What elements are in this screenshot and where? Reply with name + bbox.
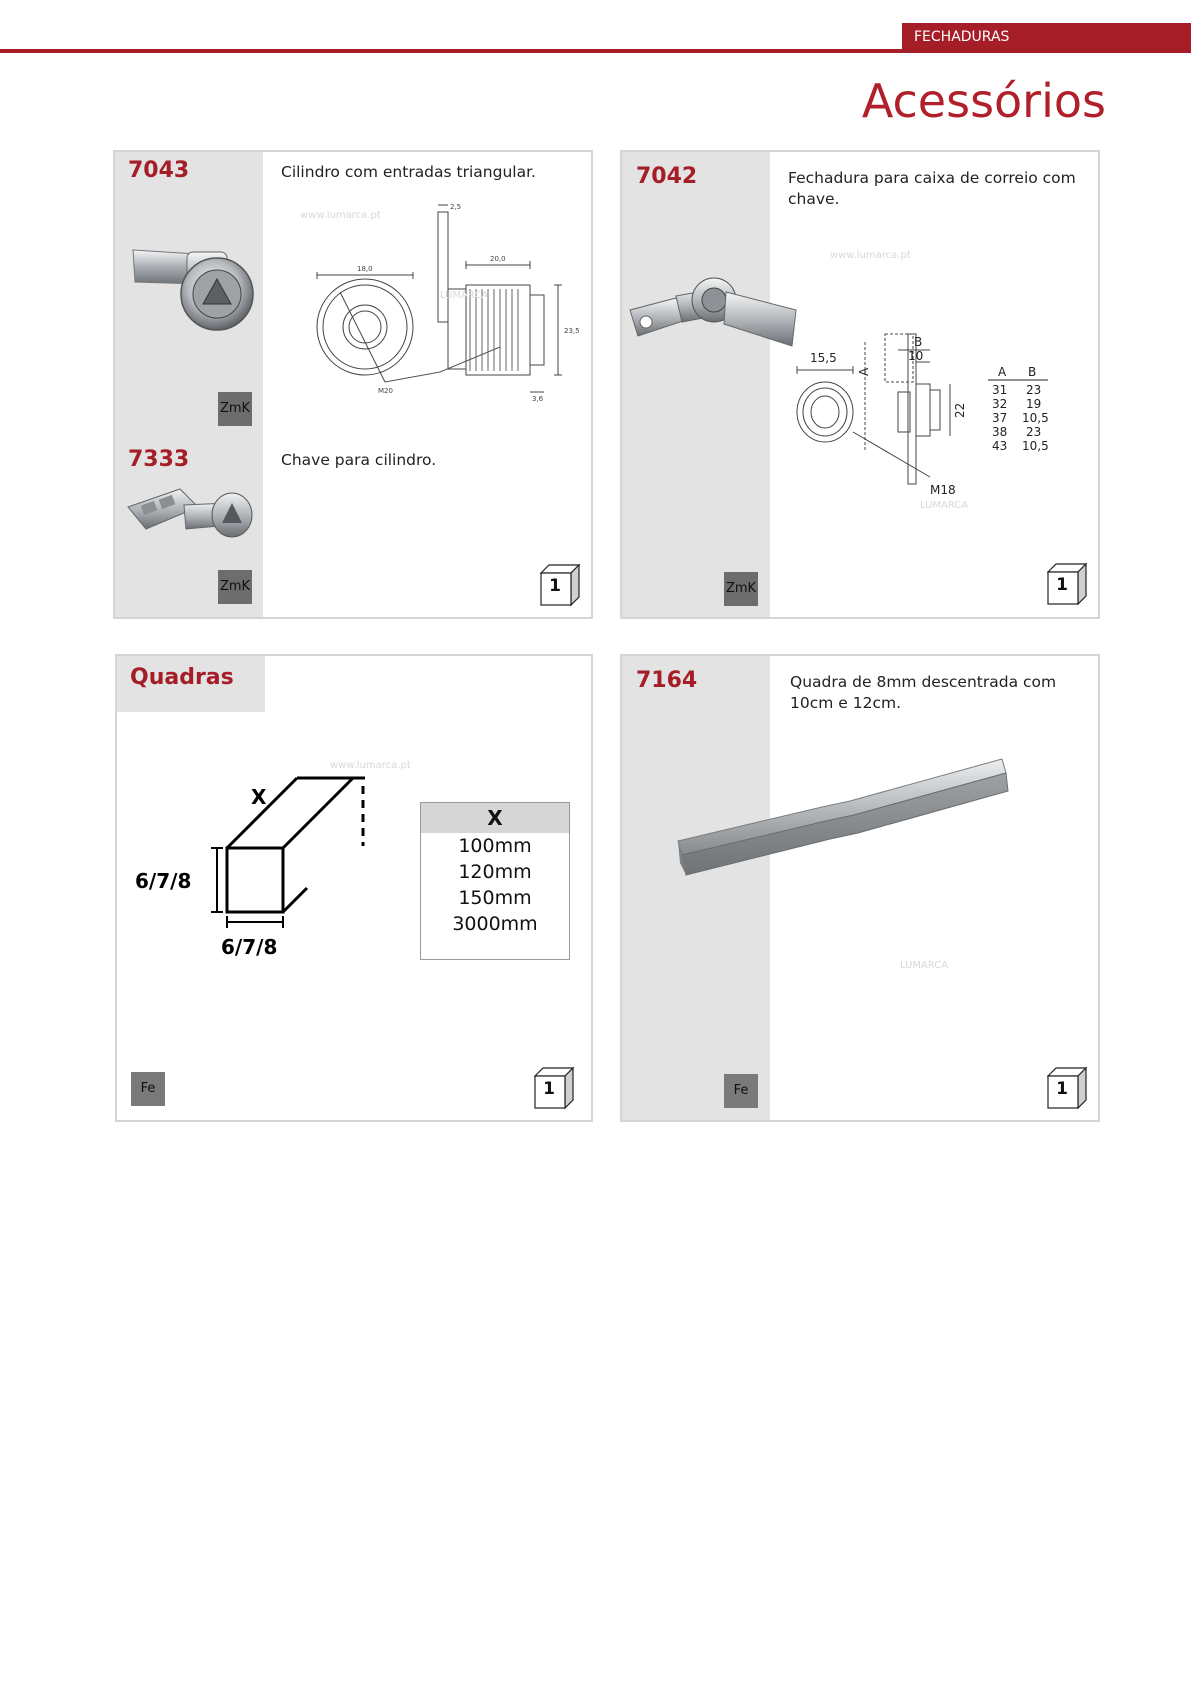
quadras-title: Quadras (130, 665, 234, 690)
watermark: www.lumarca.pt (330, 760, 411, 771)
section-label-left: 6/7/8 (135, 869, 192, 893)
watermark: www.lumarca.pt (300, 210, 381, 221)
dimension-x-label: X (251, 785, 267, 809)
dim-table-cell: 23 (1026, 425, 1042, 439)
quantity-box (1044, 1066, 1088, 1110)
length-row: 3000mm (452, 913, 538, 935)
quantity-box (537, 563, 581, 607)
dim-table-header: A (998, 365, 1007, 379)
dim-table-cell: 37 (992, 411, 1008, 425)
panel-7042 (620, 150, 1100, 619)
watermark: LUMARCA (920, 500, 969, 511)
dim-label: 18,0 (357, 265, 373, 273)
section-tab[interactable]: FECHADURAS (902, 23, 1191, 51)
dim-table-cell: 38 (992, 425, 1008, 439)
mailbox-lock-image (626, 270, 806, 380)
panel-7164 (620, 654, 1100, 1122)
offset-square-bar-image (672, 751, 1012, 891)
dim-label: 15,5 (810, 351, 837, 365)
watermark: LUMARCA (440, 290, 489, 301)
dim-label: 10 (908, 349, 924, 363)
quantity-value: 1 (543, 1079, 555, 1099)
dim-label: 3,6 (532, 395, 544, 403)
product-description-7042: Fechadura para caixa de correio com chave. (788, 169, 1076, 208)
product-description-7333: Chave para cilindro. (281, 451, 437, 469)
quantity-value: 1 (1056, 575, 1068, 595)
dim-label: M20 (378, 387, 393, 395)
product-description-7043: Cilindro com entradas triangular. (281, 163, 536, 181)
dim-table-cell: 19 (1026, 397, 1042, 411)
length-row: 100mm (458, 835, 532, 857)
dim-label: 20,0 (490, 255, 506, 263)
technical-drawing-7043 (290, 197, 590, 407)
material-badge-quadras: Fe (131, 1072, 165, 1106)
product-description-7164: Quadra de 8mm descentrada com 10cm e 12cm. (790, 673, 1057, 712)
dim-table-cell: 10,5 (1022, 411, 1049, 425)
length-table (420, 802, 570, 960)
quantity-value: 1 (1056, 1079, 1068, 1099)
dim-label: A (857, 367, 871, 376)
dim-table-cell: 10,5 (1022, 439, 1049, 453)
material-badge-7333: ZmK (218, 570, 252, 604)
dim-label: 2,5 (450, 203, 462, 211)
quantity-value: 1 (549, 576, 561, 596)
material-badge-7164: Fe (724, 1074, 758, 1108)
length-row: 150mm (458, 887, 532, 909)
section-label-bottom: 6/7/8 (221, 935, 278, 959)
panel-quadras (115, 654, 593, 1122)
length-row: 120mm (458, 861, 532, 883)
dim-label: M18 (930, 483, 956, 497)
length-table-header: X (421, 803, 569, 833)
dim-label: 23,5 (564, 327, 580, 335)
product-code-7043: 7043 (128, 158, 190, 183)
dim-table-cell: 23 (1026, 383, 1042, 397)
technical-drawing-7042 (790, 322, 1090, 502)
product-code-7042: 7042 (636, 164, 698, 189)
product-code-7164: 7164 (636, 668, 698, 693)
dim-table-cell: 43 (992, 439, 1008, 453)
panel-sidebar (622, 152, 770, 619)
page-title: Acessórios (861, 74, 1106, 128)
key-image (120, 477, 260, 557)
material-badge-7043: ZmK (218, 392, 252, 426)
dim-table-header: B (1028, 365, 1037, 379)
dim-table-cell: 32 (992, 397, 1008, 411)
dim-label: 22 (953, 402, 967, 418)
square-bar-diagram (127, 756, 407, 976)
dim-table-cell: 31 (992, 383, 1008, 397)
watermark: www.lumarca.pt (830, 250, 911, 261)
quantity-box (531, 1066, 575, 1110)
quantity-box (1044, 562, 1088, 606)
product-code-7333: 7333 (128, 447, 190, 472)
watermark: LUMARCA (900, 960, 949, 971)
cylinder-lock-image (127, 232, 267, 342)
material-badge-7042: ZmK (724, 572, 758, 606)
dim-label: B (914, 335, 923, 349)
